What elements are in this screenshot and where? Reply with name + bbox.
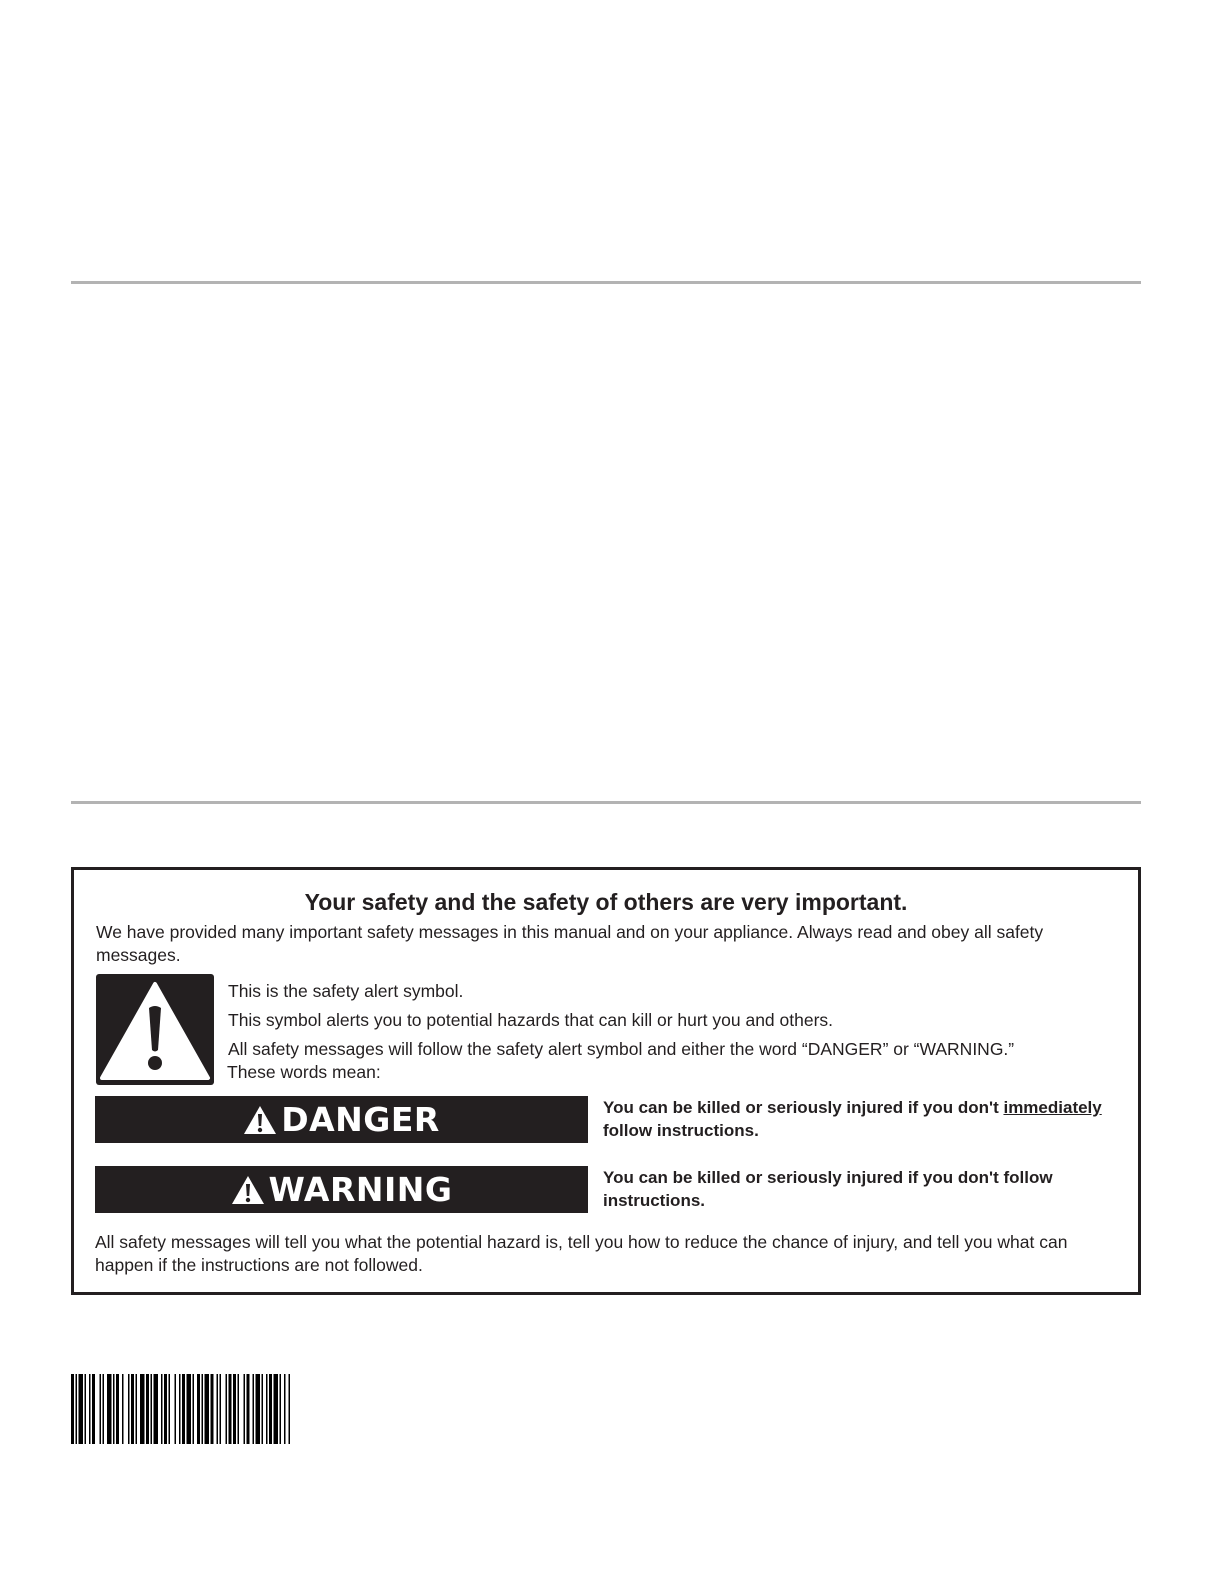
safety-alert-triangle-icon bbox=[96, 974, 214, 1085]
warning-label: WARNING bbox=[268, 1170, 453, 1209]
warning-description: You can be killed or seriously injured if you don't follow instructions. bbox=[603, 1168, 1053, 1210]
danger-label: DANGER bbox=[281, 1100, 440, 1139]
safety-closing: All safety messages will tell you what the potential hazard is, tell you how to reduce the chance of injury, and tell you what can happen if the instructions are not followed. bbox=[95, 1232, 1068, 1275]
safety-title: Your safety and the safety of others are very important. bbox=[304, 889, 908, 915]
safety-intro: We have provided many important safety messages in this manual and on your appliance. Always read and obey all safety messages. bbox=[96, 922, 1044, 965]
warning-alert-icon bbox=[231, 1175, 265, 1205]
danger-desc-after: follow instructions. bbox=[603, 1121, 759, 1140]
danger-label-bar bbox=[95, 1096, 588, 1143]
alert-line-symbol: This is the safety alert symbol. bbox=[228, 981, 464, 1001]
alert-line-meaning: These words mean: bbox=[227, 1062, 381, 1082]
danger-description bbox=[603, 1096, 1128, 1142]
alert-line-hazards: This symbol alerts you to potential hazards that can kill or hurt you and others. bbox=[228, 1010, 834, 1030]
alert-line-signal-words: All safety messages will follow the safety alert symbol and either the word “DANGER” or “WARNING.” bbox=[228, 1039, 1015, 1059]
danger-desc-emphasis: immediately bbox=[1003, 1098, 1102, 1117]
danger-alert-icon bbox=[243, 1105, 277, 1135]
danger-desc-before: You can be killed or seriously injured if you don't bbox=[603, 1098, 1004, 1117]
warning-label-bar bbox=[95, 1166, 588, 1213]
barcode-icon bbox=[71, 1374, 353, 1444]
top-divider bbox=[71, 281, 1141, 284]
bottom-divider bbox=[71, 801, 1141, 804]
safety-box bbox=[71, 867, 1141, 1295]
